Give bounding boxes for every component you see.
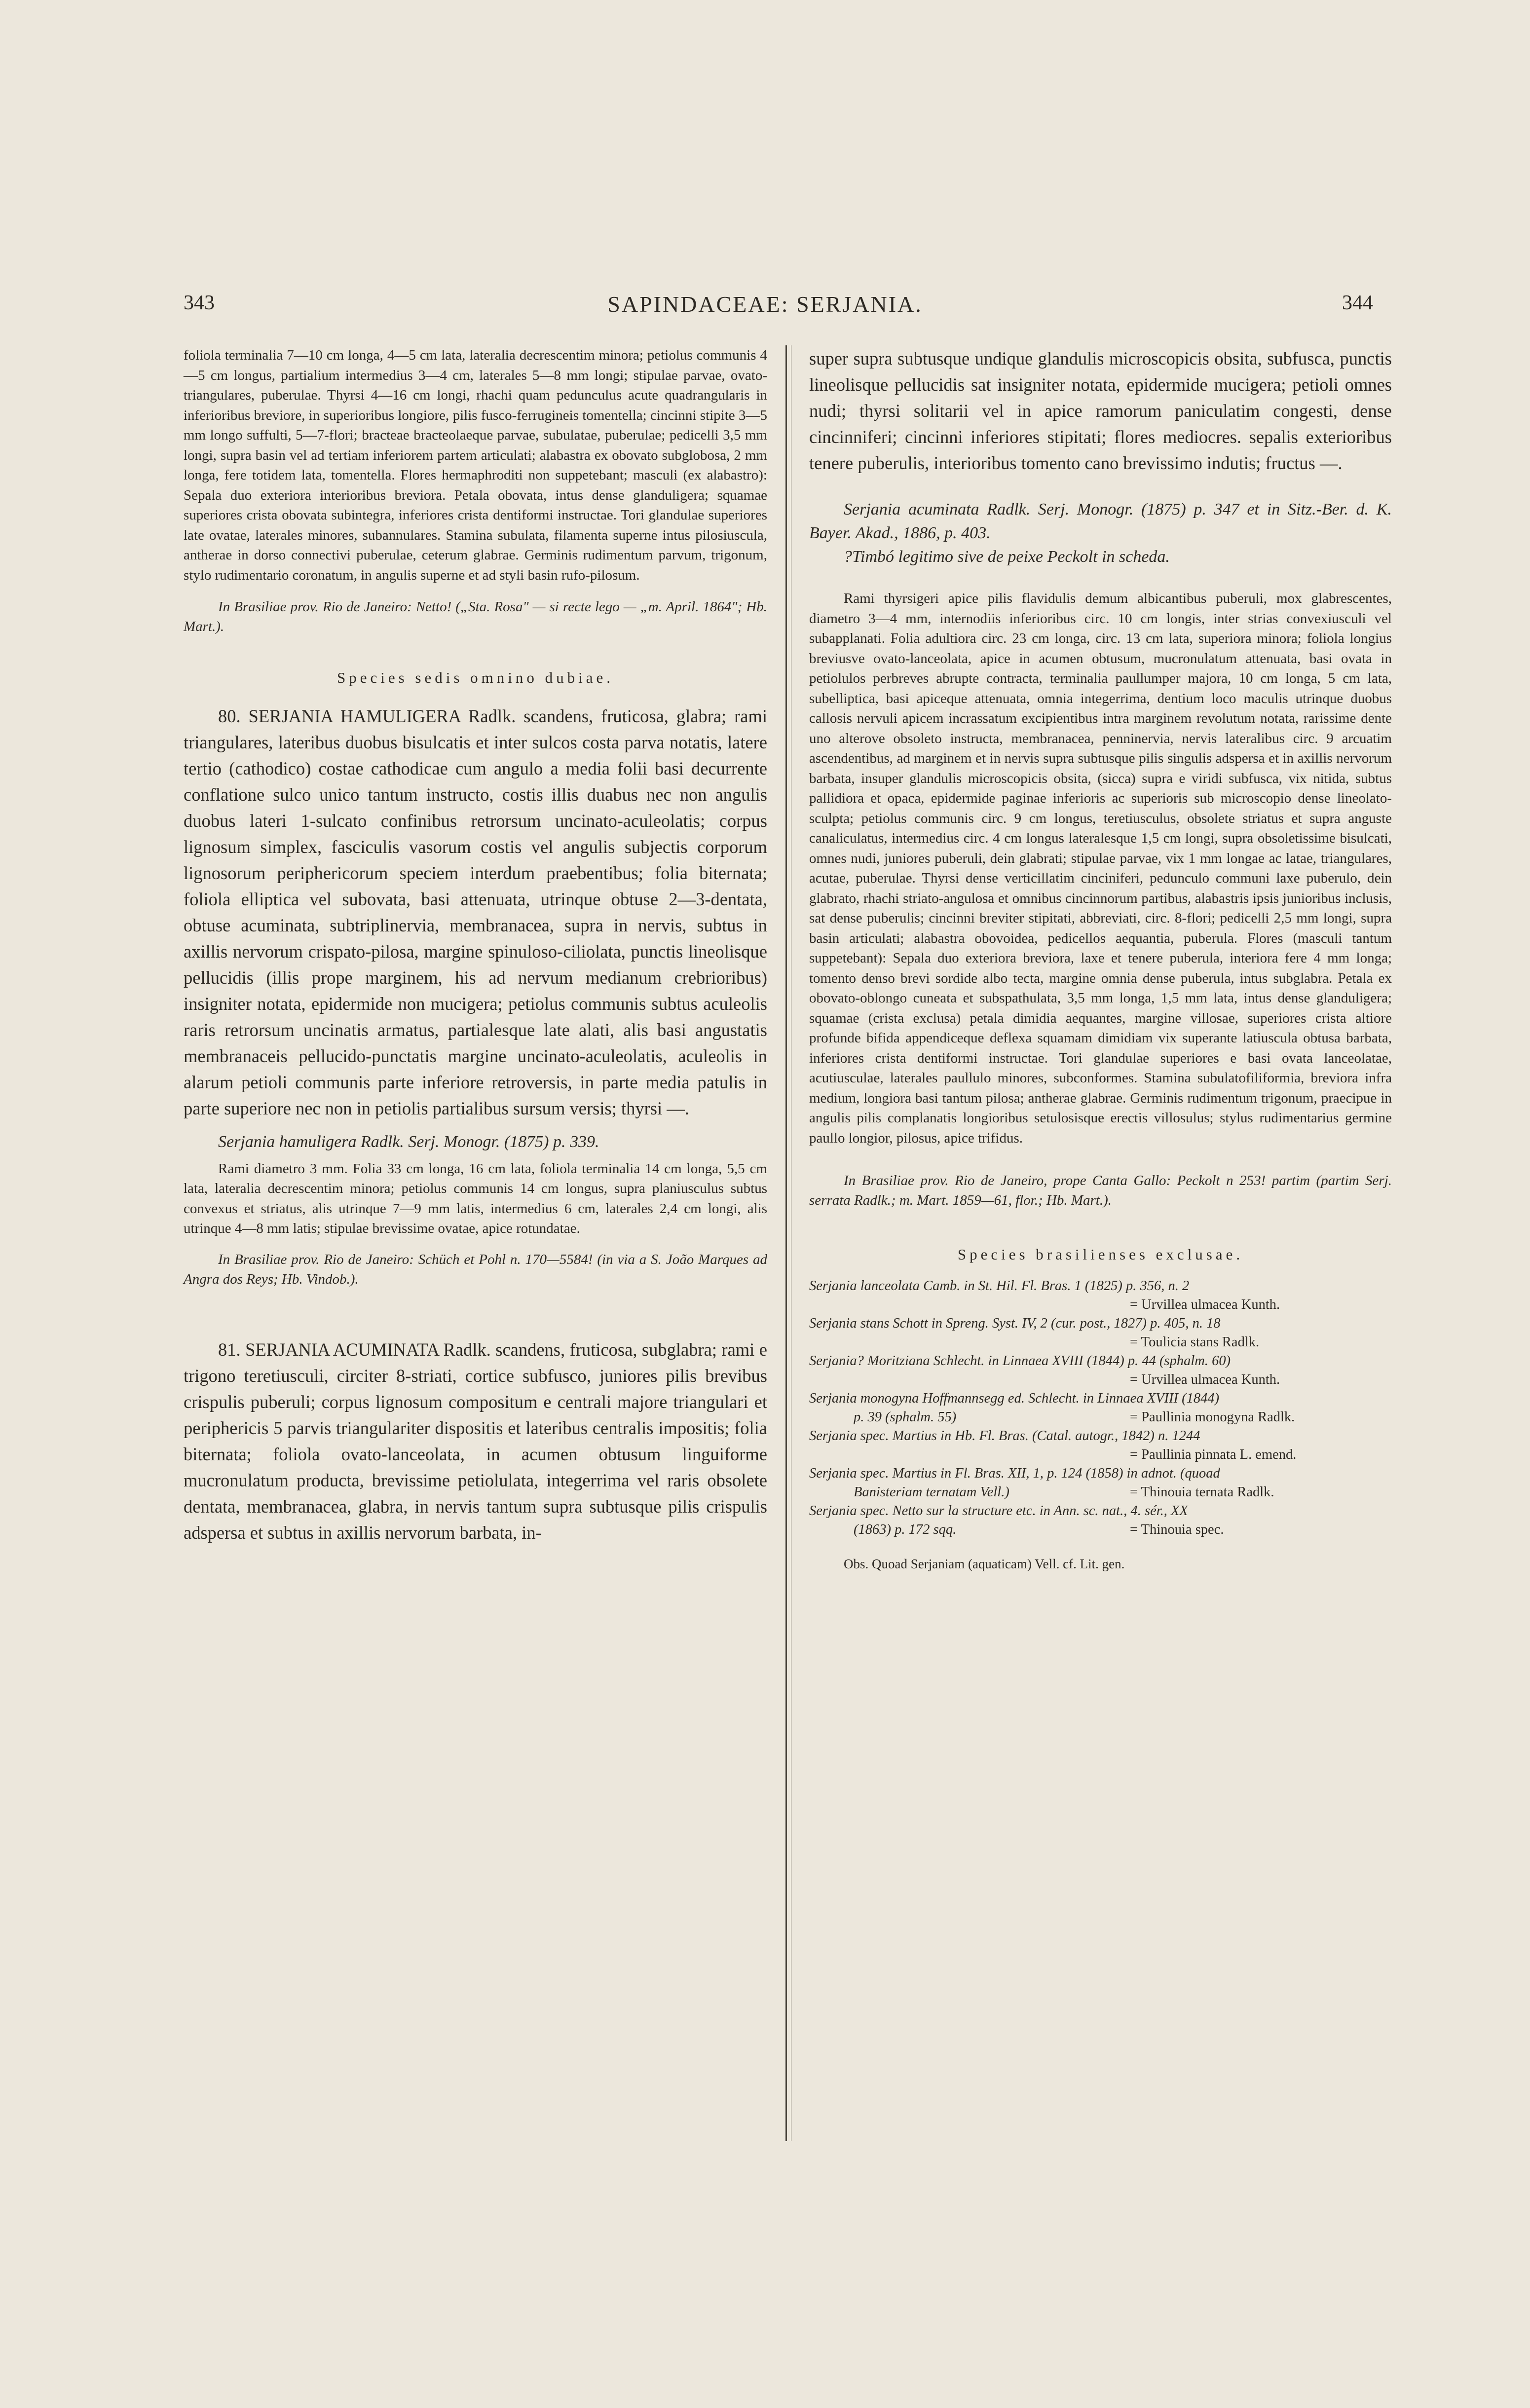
species-81-citation: Serjania acuminata Radlk. Serj. Monogr. (1875) p. 347 et in Sitz.-Ber. d. K. Bayer. Akad., 1886, p. 403.: [809, 500, 1392, 542]
running-title: SAPINDACEAE: SERJANIA.: [607, 292, 923, 317]
list-item: Serjania? Moritziana Schlecht. in Linnaea XVIII (1844) p. 44 (sphalm. 60) = Urvillea ulmacea Kunth.: [809, 1353, 1280, 1387]
column-divider: [785, 345, 787, 2141]
page-number-right: 344: [1342, 292, 1373, 314]
species-80-citation: Serjania hamuligera Radlk. Serj. Monogr. (1875) p. 339.: [218, 1132, 599, 1151]
species-81-locality: In Brasiliae prov. Rio de Janeiro, prope Canta Gallo: Peckolt n 253! partim (partim Serj. serrata Radlk.; m. Mart. 1859—61, flor.; Hb. Mart.).: [809, 1173, 1392, 1208]
list-item: Serjania spec. Netto sur la structure etc. in Ann. sc. nat., 4. sér., XX (1863) p. 172 sqq. = Thinouia spec.: [809, 1503, 1224, 1537]
list-item: Serjania spec. Martius in Fl. Bras. XII, 1, p. 124 (1858) in adnot. (quoad Banisteriam ternatam Vell.) = Thinouia ternata Radlk.: [809, 1465, 1274, 1500]
list-item: Serjania monogyna Hoffmannsegg ed. Schlecht. in Linnaea XVIII (1844) p. 39 (sphalm. 55) = Paullinia monogyna Radlk.: [809, 1390, 1295, 1425]
continued-description: foliola terminalia 7—10 cm longa, 4—5 cm lata, lateralia decrescentim minora; petiolus communis 4—5 cm longus, partialium intermedius 3—4 cm, laterales 5—8 mm longi; stipulae parvae, ovato-triangulares, puberulae. Thyrsi 4—16 cm longi, rhachi quam pedunculus acute quadrangularis in inferioribus breviore, in superioribus longiore, pilis fusco-ferrugineis tomentella; cincinni stipite 3—5 mm longo suffulti, 5—7-flori; bracteae bracteolaeque parvae, subulatae, puberulae; pedicelli 3,5 mm longi, supra basin vel ad tertiam inferiorem partem articulati; alabastra ex obovato subglobosa, 2 mm longa, fere totidem lata, tomentella. Flores hermaphroditi non suppetebant; masculi (ex alabastro): Sepala duo exteriora interioribus breviora. Petala obovata, intus dense glanduligera; squamae superiores crista obovata subintegra, inferiores crista dentiformi instructae. Tori glandulae superiores late ovatae, laterales minores, subannulares. Stamina subulata, filamenta superne intus pilosiuscula, antherae in dorso connectivi puberulae, ceterum glabrae. Germinis rudimentum parvum, trigonum, stylo rudimentario coronatum, in angulis superne et ad styli basin rufo-pilosum.: [184, 347, 767, 583]
right-column: [809, 345, 1392, 1574]
observation-note: Obs. Quoad Serjaniam (aquaticam) Vell. cf. Lit. gen.: [844, 1556, 1125, 1571]
excluded-species-heading: Species brasilienses exclusae.: [957, 1246, 1244, 1263]
left-column: [184, 345, 767, 1546]
list-item: Serjania spec. Martius in Hb. Fl. Bras. (Catal. autogr., 1842) n. 1244 = Paullinia pinnata L. emend.: [809, 1428, 1297, 1462]
species-81-diagnosis: 81. SERJANIA ACUMINATA Radlk. scandens, fruticosa, subglabra; rami e trigono teretiusculi, circiter 8-striati, cortice subfusco, juniores pilis brevibus crispulis puberuli; corpus lignosum compositum e centrali majore triangulari et periphericis 5 parvis triangulariter dispositis et lateribus centralis impositis; folia biternata; foliola ovato-lanceolata, in acumen obtusum linguiforme mucronulatum producta, brevissime petiolulata, integerrima vel raris obsolete dentata, membranacea, glabra, in nervis tantum supra subtusque pilis crispulis adspersa et subtus in axillis nervorum barbata, in-: [184, 1339, 767, 1543]
page-header: [0, 291, 1530, 326]
list-item: Serjania lanceolata Camb. in St. Hil. Fl. Bras. 1 (1825) p. 356, n. 2 = Urvillea ulmacea Kunth.: [809, 1278, 1280, 1312]
vernacular-name: ?Timbó legitimo sive de peixe Peckolt in scheda.: [844, 548, 1170, 566]
list-item: Serjania stans Schott in Spreng. Syst. IV, 2 (cur. post., 1827) p. 405, n. 18 = Toulicia stans Radlk.: [809, 1315, 1260, 1350]
species-80-diagnosis: 80. SERJANIA HAMULIGERA Radlk. scandens, fruticosa, glabra; rami triangulares, lateribus duobus bisulcatis et inter sulcos costa parva notatis, latere tertio (cathodico) costae cathodicae cum angulo a media folii basi decurrente conflatione sulco unico tantum instructo, costis illis duabus nec non angulis duobus lateri 1-sulcato confinibus retrorsum uncinato-aculeolatis; corpus lignosum simplex, fasciculis vasorum costis vel angulis subjectis corporum lignosorum periphericorum speciem interdum praebentibus; folia biternata; foliola elliptica vel subovata, basi attenuata, utrinque obtuse 2—3-dentata, obtuse acuminata, subtriplinervia, membranacea, supra in nervis, subtus in axillis nervorum crispato-pilosa, margine spinuloso-ciliolata, punctis lineolisque pellucidis (illis prope marginem, his ad nervum medianum crebrioribus) insigniter notata, epidermide non mucigera; petiolus communis subtus aculeolis raris retrorsum uncinatis armatus, partialesque late alati, alis basi angustatis membranaceis pellucido-punctatis margine uncinato-aculeolatis, aculeolis in alarum petioli communis parte inferiore retroversis, in parte media patulis in parte superiore nec non in petiolis partialibus sursum versis; thyrsi —.: [184, 705, 767, 1118]
locality-note: In Brasiliae prov. Rio de Janeiro: Netto! („Sta. Rosa" — si recte lego — „m. April. 1864"; Hb. Mart.).: [184, 599, 767, 634]
species-81-continued: super supra subtusque undique glandulis microscopicis obsita, subfusca, punctis lineolisque pellucidis sat insigniter notata, epidermide mucigera; petioli omnes nudi; thyrsi solitarii vel in apice ramorum paniculatim congesti, dense cincinniferi; cincinni inferiores stipitati; flores mediocres. sepalis exterioribus tenere puberulis, interioribus tomento cano brevissimo indutis; fructus —.: [809, 348, 1392, 473]
excluded-species-list: [809, 1277, 1392, 1539]
species-80-description: Rami diametro 3 mm. Folia 33 cm longa, 16 cm lata, foliola terminalia 14 cm longa, 5,5 cm lata, lateralia decrescentim minora; petiolus communis 14 cm longus, supra planiusculus subtus convexus et striatus, alis utrinque 7—9 mm latis, intermedius 6 cm, laterales 2,4 cm longi, alis utrinque 4—8 mm latis; stipulae brevissime ovatae, apice rotundatae.: [184, 1160, 767, 1236]
species-80-locality: In Brasiliae prov. Rio de Janeiro: Schüch et Pohl n. 170—5584! (in via a S. João Marques ad Angra dos Reys; Hb. Vindob.).: [184, 1251, 767, 1287]
section-heading: Species sedis omnino dubiae.: [336, 669, 614, 686]
species-81-description: Rami thyrsigeri apice pilis flavidulis demum albicantibus puberuli, mox glabrescentes, diametro 3—4 mm, internodiis inferioribus circ. 10 cm longis, inter strias convexiusculi vel subapplanati. Folia adultiora circ. 23 cm longa, circ. 13 cm lata, superiora minora; foliola longius breviusve ovato-lanceolata, apice in acumen obtusum, mucronulatum attenuata, basi ovata in petiolulos perbreves abrupte contracta, terminalia paullumper majora, 10 cm longa, 5 cm lata, subelliptica, basi apiceque attenuata, omnia integerrima, dentium loco maculis utrinque duobus callosis nervuli apicem incrassatum excipientibus intra marginem revolutum notata, rarissime dente uno alterove obsoleto instructa, membranacea, penninervia, nervis lateralibus circ. 9 arcuatim ascendentibus, ad marginem et in nervis supra subtusque pilis singulis adspersa et in axillis nervorum barbata, insuper glandulis microscopicis obsita, (sicca) supra e viridi subfusca, vix nitida, subtus pallidiora et opaca, epidermide paginae inferioris ac superioris sub microscopio dense lineolato-sculpta; petiolus communis circ. 9 cm longus, teretiusculus, obsolete striatus et supra anguste canaliculatus, intermedius circ. 4 cm longus lateralesque 1,5 cm longi, supra obsoletissime bisulcati, omnes nudi, juniores puberuli, dein glabrati; stipulae parvae, vix 1 mm longae ac latae, triangulares, acutae, puberulae. Thyrsi dense verticillatim cinciniferi, pedunculo communi laxe puberulo, dein glabrato, rhachi striato-angulosa et omnibus cincinnorum partibus, alabastris ipsis junioribus inclusis, sat dense puberulis; cincinni breviter stipitati, abbreviati, circ. 8-flori; pedicelli 2,5 mm longi, supra basin articulati; alabastra obovoidea, pedicellos aequantia, puberula. Flores (masculi tantum suppetebant): Sepala duo exteriora breviora, laxe et tenere puberula, interiora fere 4 mm longa; tomento denso brevi sordide albo tecta, margine omnia dense puberula, intus subglabra. Petala ex obovato-oblongo cuneata et subspathulata, 3,5 mm longa, 1,5 mm lata, intus dense glanduligera; squamae (crista exclusa) petala dimidia aequantes, margine villosae, superiores crista altiore profunde bifida appendiceque deflexa squamam dimidiam vix superante latiuscula obtusa barbata, inferiores crista dentiformi instructae. Tori glandulae superiores e basi ovata lanceolatae, acutiusculae, laterales paullulo minores, subconformes. Stamina subulatofiliformia, breviora infra medium, longiora basi tantum pilosa; antherae glabrae. Germinis rudimentum trigonum, praecipue in angulis pilis complanatis longioribus setulosisque erectis villosulus; stylus rudimentarius germine paullo longior, pilosus, apice trifidus.: [809, 591, 1392, 1146]
page-number-left: 343: [184, 292, 215, 314]
